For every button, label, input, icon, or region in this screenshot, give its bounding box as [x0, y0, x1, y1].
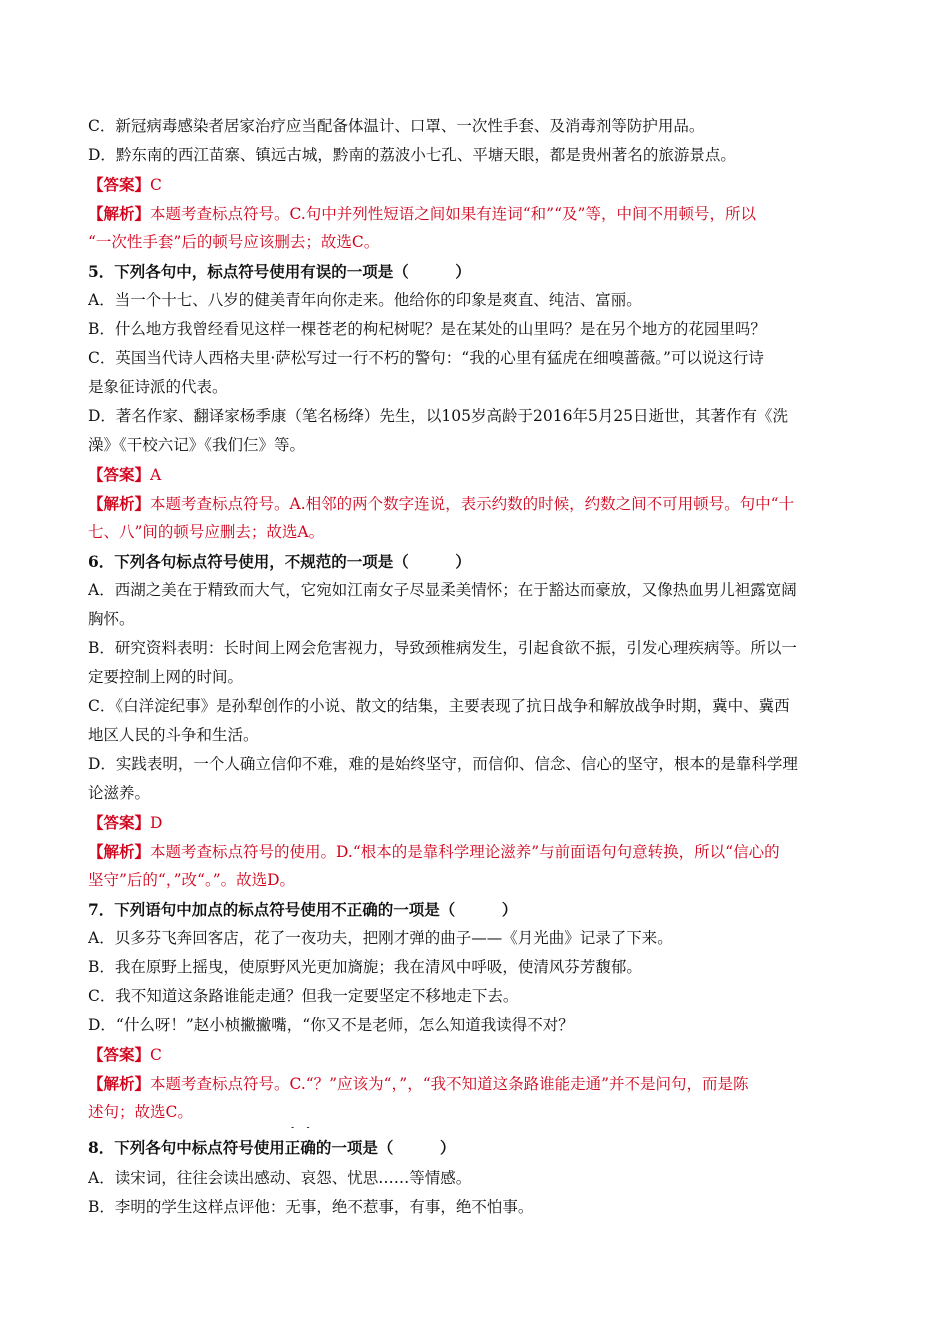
analysis-line-cont: 坚守”后的“，”改“。”。故选D。: [88, 871, 296, 889]
question-stem: [88, 1127, 868, 1164]
analysis-text: 本题考查标点符号。C.句中并列性短语之间如果有连词“和”“及”等，中间不用顿号，所以: [150, 205, 756, 223]
option-c-cont: 是象征诗派的代表。: [88, 378, 228, 396]
stem-text-end: 的一项是（ ）: [315, 1138, 456, 1157]
option-c: C．《白洋淀纪事》是孙犁创作的小说、散文的结集，主要表现了抗日战争和解放战争时期，冀中、冀西: [88, 697, 790, 715]
stem-text: 8．下列各句中标点符号使用: [88, 1138, 285, 1157]
option-c: C．新冠病毒感染者居家治疗应当配备体温计、口罩、一次性手套、及消毒剂等防护用品。: [88, 117, 705, 135]
option-b: B．研究资料表明：长时间上网会危害视力，导致颈椎病发生，引起食欲不振，引发心理疾病等。所以一: [88, 639, 797, 657]
option-a: A．西湖之美在于精致而大气，它宛如江南女子尽显柔美情怀；在于豁达而豪放，又像热血男儿袒露宽阔: [88, 581, 797, 599]
option-a-cont: 胸怀。: [88, 610, 135, 628]
analysis-line: [88, 199, 868, 228]
analysis-tag: 【解析】: [88, 494, 151, 513]
answer-tag: 【答案】: [88, 465, 151, 484]
option-b-cont: 定要控制上网的时间。: [88, 668, 244, 686]
question-4-tail: [88, 112, 868, 257]
analysis-tag: 【解析】: [88, 1074, 151, 1093]
answer-line: [88, 1040, 868, 1069]
analysis-tag: 【解析】: [88, 204, 151, 223]
option-b: B．我在原野上摇曳，使原野风光更加旖旎；我在清风中呼吸，使清风芬芳馥郁。: [88, 958, 642, 976]
question-stem: 5．下列各句中，标点符号使用有误的一项是（ ）: [88, 262, 471, 281]
option-d-cont: 澡》《干校六记》《我们仨》等。: [88, 436, 306, 454]
emphasis-char: 确: [300, 1138, 316, 1157]
option-c-cont: 地区人民的斗争和生活。: [88, 726, 259, 744]
question-stem: 6．下列各句标点符号使用，不规范的一项是（ ）: [88, 552, 471, 571]
answer-tag: 【答案】: [88, 813, 151, 832]
answer-line: [88, 808, 868, 837]
analysis-text: 本题考查标点符号的使用。D.“根本的是靠科学理论滋养”与前面语句句意转换，所以“信心的: [150, 843, 780, 861]
question-7: [88, 895, 868, 1127]
analysis-text: 本题考查标点符号。A.相邻的两个数字连说，表示约数的时候，约数之间不可用顿号。句中“十: [150, 495, 795, 513]
option-a: A．读宋词，往往会读出感动、哀怨、忧思……等情感。: [88, 1169, 472, 1187]
question-8: [88, 1127, 868, 1222]
option-d-cont: 论滋养。: [88, 784, 151, 802]
question-stem: 7．下列语句中加点的标点符号使用不正确的一项是（ ）: [88, 900, 518, 919]
answer-value: A: [150, 466, 162, 484]
analysis-tag: 【解析】: [88, 842, 151, 861]
analysis-line-cont: “一次性手套”后的顿号应该删去；故选C。: [88, 233, 380, 251]
option-d: D．黔东南的西江苗寨、镇远古城，黔南的荔波小七孔、平塘天眼，都是贵州著名的旅游景点。: [88, 146, 736, 164]
option-d: D．著名作家、翻译家杨季康（笔名杨绛）先生，以105岁高龄于2016年5月25日逝世，其著作有《洗: [88, 407, 789, 425]
analysis-line-cont: 述句；故选C。: [88, 1103, 193, 1121]
analysis-text: 本题考查标点符号。C.“？”应该为“，”，“我不知道这条路谁能走通”并不是问句，而是陈: [150, 1075, 749, 1093]
question-6: [88, 547, 868, 895]
option-d: D．“什么呀！”赵小桢撇撇嘴，“你又不是老师，怎么知道我读得不对？: [88, 1016, 574, 1034]
option-c: C．英国当代诗人西格夫里·萨松写过一行不朽的警句：“我的心里有猛虎在细嗅蔷薇。”可以说这行诗: [88, 349, 764, 367]
emphasis-char: 正: [284, 1138, 301, 1157]
answer-tag: 【答案】: [88, 175, 151, 194]
analysis-line: [88, 489, 868, 518]
question-5: [88, 257, 868, 547]
option-d: D．实践表明，一个人确立信仰不难，难的是始终坚守，而信仰、信念、信心的坚守，根本的是靠科学理: [88, 755, 798, 773]
answer-value: C: [150, 1046, 162, 1064]
option-b: B．什么地方我曾经看见这样一棵苍老的枸杞树呢？是在某处的山里吗？是在另个地方的花园里吗？: [88, 320, 766, 338]
option-c: C．我不知道这条路谁能走通？但我一定要坚定不移地走下去。: [88, 987, 519, 1005]
question-content: [88, 112, 868, 1222]
answer-value: C: [150, 176, 162, 194]
option-a: A．当一个十七、八岁的健美青年向你走来。他给你的印象是爽直、纯洁、富丽。: [88, 291, 642, 309]
option-a: A．贝多芬飞奔回客店，花了一夜功夫，把刚才弹的曲子——《月光曲》记录了下来。: [88, 929, 673, 947]
analysis-line: [88, 1069, 868, 1098]
answer-line: [88, 170, 868, 199]
answer-value: D: [150, 814, 163, 832]
answer-tag: 【答案】: [88, 1045, 151, 1064]
option-b: B．李明的学生这样点评他：无事，绝不惹事，有事，绝不怕事。: [88, 1198, 534, 1216]
analysis-line-cont: 七、八”间的顿号应删去；故选A。: [88, 523, 325, 541]
answer-line: [88, 460, 868, 489]
analysis-line: [88, 837, 868, 866]
